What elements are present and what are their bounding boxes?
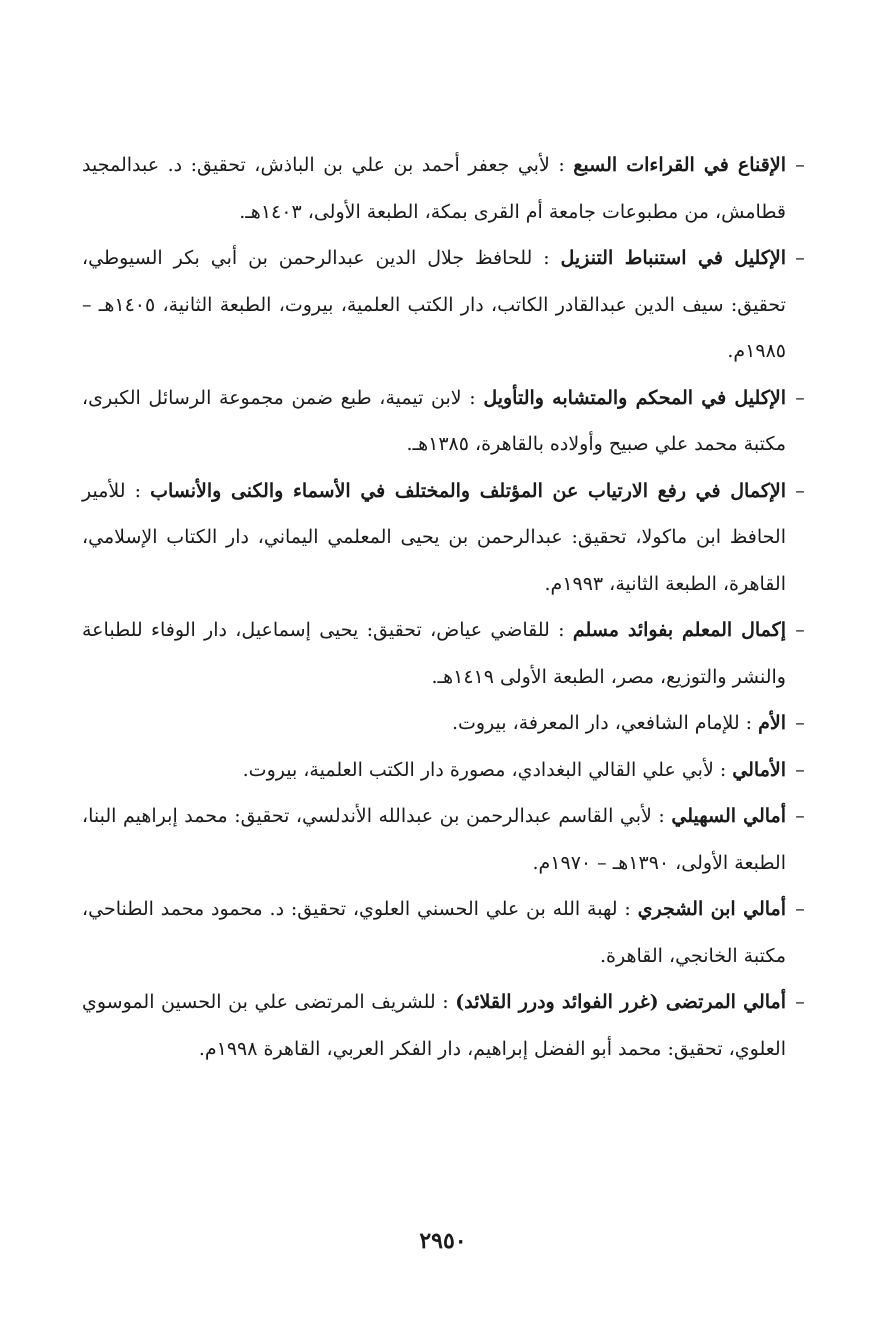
entry-dash: –: [795, 154, 805, 176]
entry-body: : لابن تيمية، طبع ضمن مجموعة الرسائل الكبرى، مكتبة محمد علي صبيح وأولاده بالقاهرة، ١٣٨٥هـ.: [82, 386, 786, 455]
entry-title: أمالي المرتضى (غرر الفوائد ودرر القلائد): [455, 991, 786, 1013]
bibliography-entry: [82, 142, 810, 235]
entry-dash: –: [795, 991, 805, 1013]
entry-body: : لهبة الله بن علي الحسني العلوي، تحقيق: د. محمود محمد الطناحي، مكتبة الخانجي، القاهرة.: [82, 898, 786, 967]
entry-title: الإقناع في القراءات السبع: [573, 154, 786, 176]
entry-body: : للحافظ جلال الدين عبدالرحمن بن أبي بكر السيوطي، تحقيق: سيف الدين عبدالقادر الكاتب، دار الكتب العلمية، بيروت، الطبعة الثانية، ١٤٠٥هـ – ١٩٨٥م.: [82, 247, 786, 362]
entry-body: : للشريف المرتضى علي بن الحسين الموسوي العلوي، تحقيق: محمد أبو الفضل إبراهيم، دار الفكر العربي، القاهرة ١٩٩٨م.: [82, 991, 786, 1060]
entry-title: أمالي ابن الشجري: [637, 898, 786, 920]
bibliography-entry: [82, 468, 810, 608]
bibliography-entry: [82, 375, 810, 468]
entry-title: أمالي السهيلي: [671, 805, 787, 827]
bibliography-entry: [82, 979, 810, 1072]
bibliography-entry: [82, 747, 810, 794]
entry-body: : للأمير الحافظ ابن ماكولا، تحقيق: عبدالرحمن بن يحيى المعلمي اليماني، دار الكتاب الإسلامي، القاهرة، الطبعة الثانية، ١٩٩٣م.: [82, 479, 786, 595]
bibliography-entry: [82, 235, 810, 375]
entry-title: الأمالي: [732, 758, 786, 781]
bibliography-entry: [82, 793, 810, 886]
entry-title: الإكمال في رفع الارتياب عن المؤتلف والمختلف في الأسماء والكنى والأنساب: [150, 479, 786, 502]
entry-body: : لأبي علي القالي البغدادي، مصورة دار الكتب العلمية، بيروت.: [242, 758, 727, 781]
entry-dash: –: [795, 758, 805, 781]
entry-dash: –: [795, 712, 805, 734]
entry-title: الإكليل في استنباط التنزيل: [560, 247, 786, 269]
entry-body: : للقاضي عياض، تحقيق: يحيى إسماعيل، دار الوفاء للطباعة والنشر والتوزيع، مصر، الطبعة الأولى ١٤١٩هـ.: [82, 619, 786, 688]
bibliography-entry: [82, 700, 810, 747]
entry-dash: –: [795, 619, 805, 641]
bibliography-entry: [82, 886, 810, 979]
bibliography-list: [82, 142, 810, 1072]
entry-body: : لأبي القاسم عبدالرحمن بن عبدالله الأندلسي، تحقيق: محمد إبراهيم البنا، الطبعة الأولى، ١٣٩٠هـ – ١٩٧٠م.: [82, 805, 786, 874]
entry-body: : لأبي جعفر أحمد بن علي بن الباذش، تحقيق: د. عبدالمجيد قطامش، من مطبوعات جامعة أم القرى بمكة، الطبعة الأولى، ١٤٠٣هـ.: [82, 154, 786, 223]
entry-dash: –: [795, 247, 805, 269]
page-number: ٢٩٥٠: [419, 1228, 467, 1254]
entry-title: إكمال المعلم بفوائد مسلم: [572, 619, 786, 641]
entry-title: الأم: [758, 712, 786, 734]
entry-dash: –: [795, 898, 805, 920]
entry-dash: –: [795, 805, 805, 827]
entry-dash: –: [795, 479, 805, 502]
entry-dash: –: [795, 386, 805, 409]
bibliography-entry: [82, 607, 810, 700]
entry-title: الإكليل في المحكم والمتشابه والتأويل: [483, 386, 786, 409]
entry-body: : للإمام الشافعي، دار المعرفة، بيروت.: [451, 712, 753, 734]
